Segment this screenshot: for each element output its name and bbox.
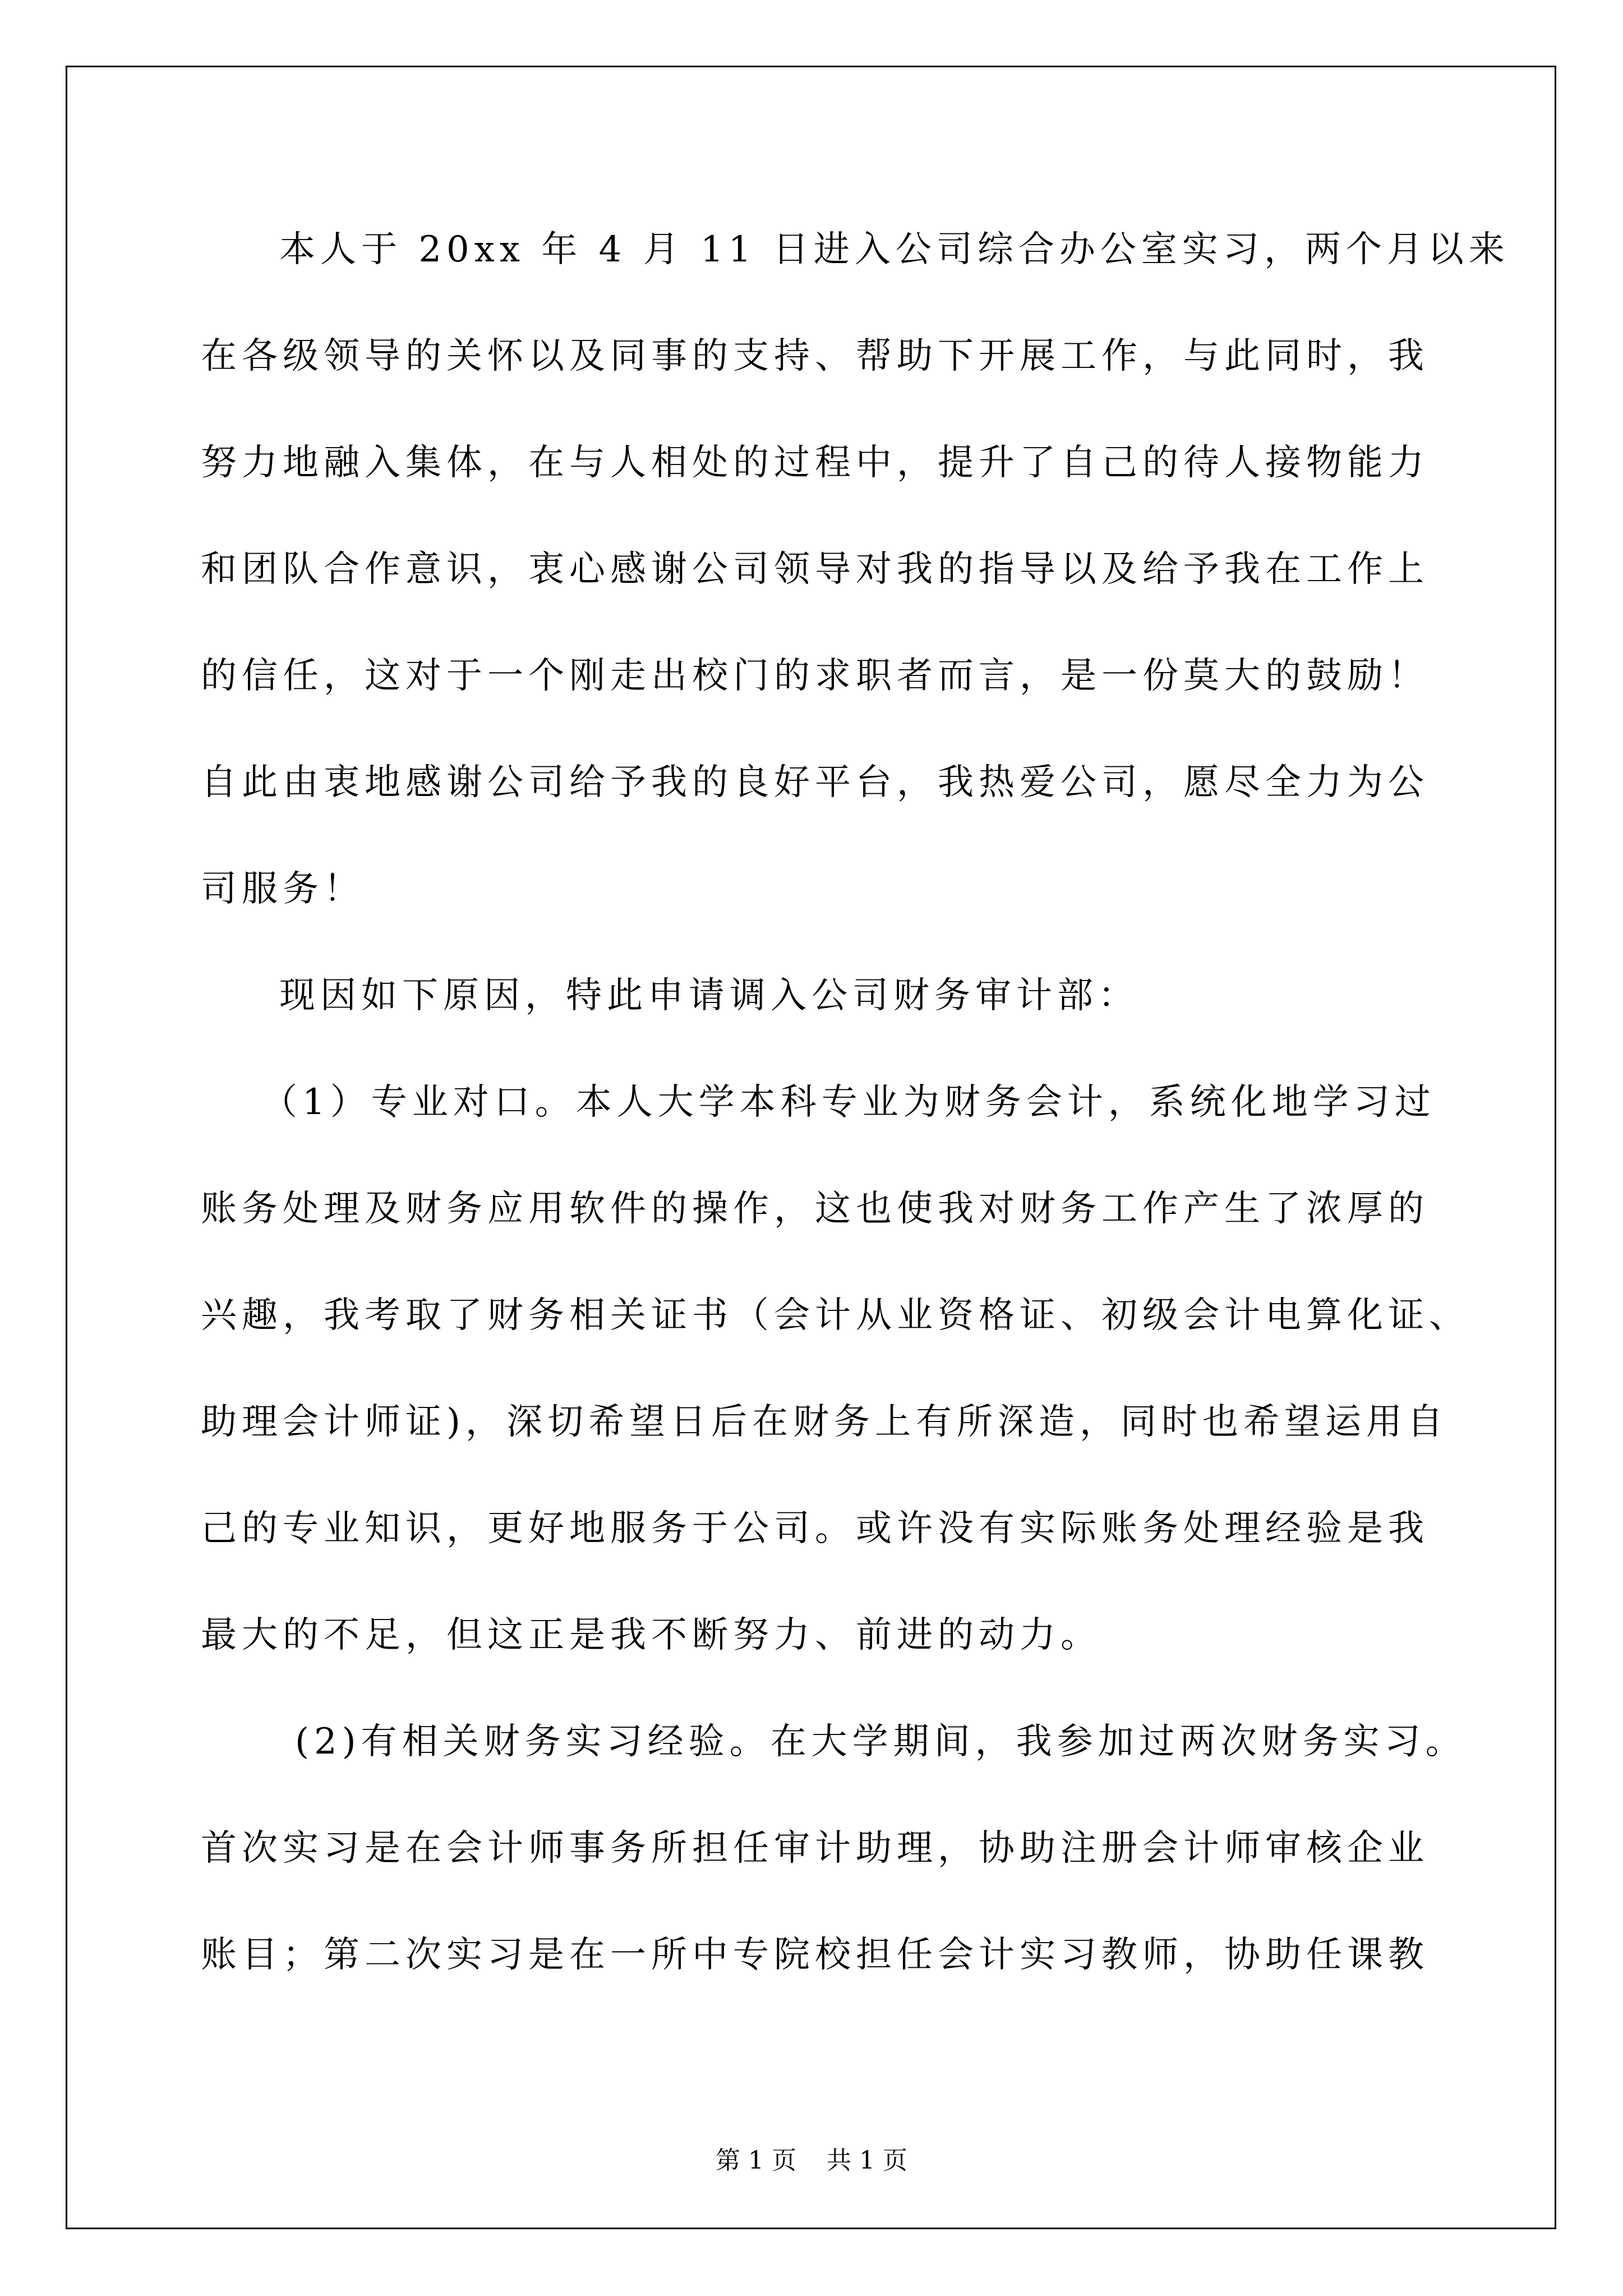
paragraph-line: （1）专业对口。本人大学本科专业为财务会计，系统化地学习过: [261, 1082, 1436, 1123]
page-number: 第 1 页: [716, 2146, 796, 2175]
paragraph-line: 兴趣，我考取了财务相关证书（会计从业资格证、初级会计电算化证、: [201, 1295, 1470, 1336]
paragraph-line: 和团队合作意识，衷心感谢公司领导对我的指导以及给予我在工作上: [201, 549, 1429, 590]
paragraph-line: 司服务！: [201, 868, 365, 910]
document-body: [201, 216, 1510, 2028]
paragraph-line: 本人于 20xx 年 4 月 11 日进入公司综合办公室实习，两个月以来: [279, 229, 1510, 270]
paragraph-line: 首次实习是在会计师事务所担任审计助理，协助注册会计师审核企业: [201, 1828, 1429, 1869]
page-total: 共 1 页: [827, 2146, 907, 2175]
paragraph-line: 在各级领导的关怀以及同事的支持、帮助下开展工作，与此同时，我: [201, 335, 1429, 377]
paragraph-line: 的信任，这对于一个刚走出校门的求职者而言，是一份莫大的鼓励！: [201, 655, 1429, 697]
paragraph-line: 最大的不足，但这正是我不断努力、前进的动力。: [201, 1614, 1101, 1656]
page-footer: [0, 2144, 1623, 2178]
paragraph-line: 现因如下原因，特此申请调入公司财务审计部：: [279, 975, 1139, 1016]
paragraph-line: (2)有相关财务实习经验。在大学期间，我参加过两次财务实习。: [295, 1721, 1467, 1763]
paragraph-line: 己的专业知识，更好地服务于公司。或许没有实际账务处理经验是我: [201, 1508, 1429, 1549]
paragraph-line: 自此由衷地感谢公司给予我的良好平台，我热爱公司，愿尽全力为公: [201, 762, 1429, 803]
paragraph-line: 账务处理及财务应用软件的操作，这也使我对财务工作产生了浓厚的: [201, 1188, 1429, 1230]
paragraph-line: 努力地融入集体，在与人相处的过程中，提升了自己的待人接物能力: [201, 442, 1429, 484]
paragraph-line: 账目；第二次实习是在一所中专院校担任会计实习教师，协助任课教: [201, 1934, 1429, 1976]
paragraph-line: 助理会计师证)，深切希望日后在财务上有所深造，同时也希望运用自: [201, 1401, 1448, 1443]
